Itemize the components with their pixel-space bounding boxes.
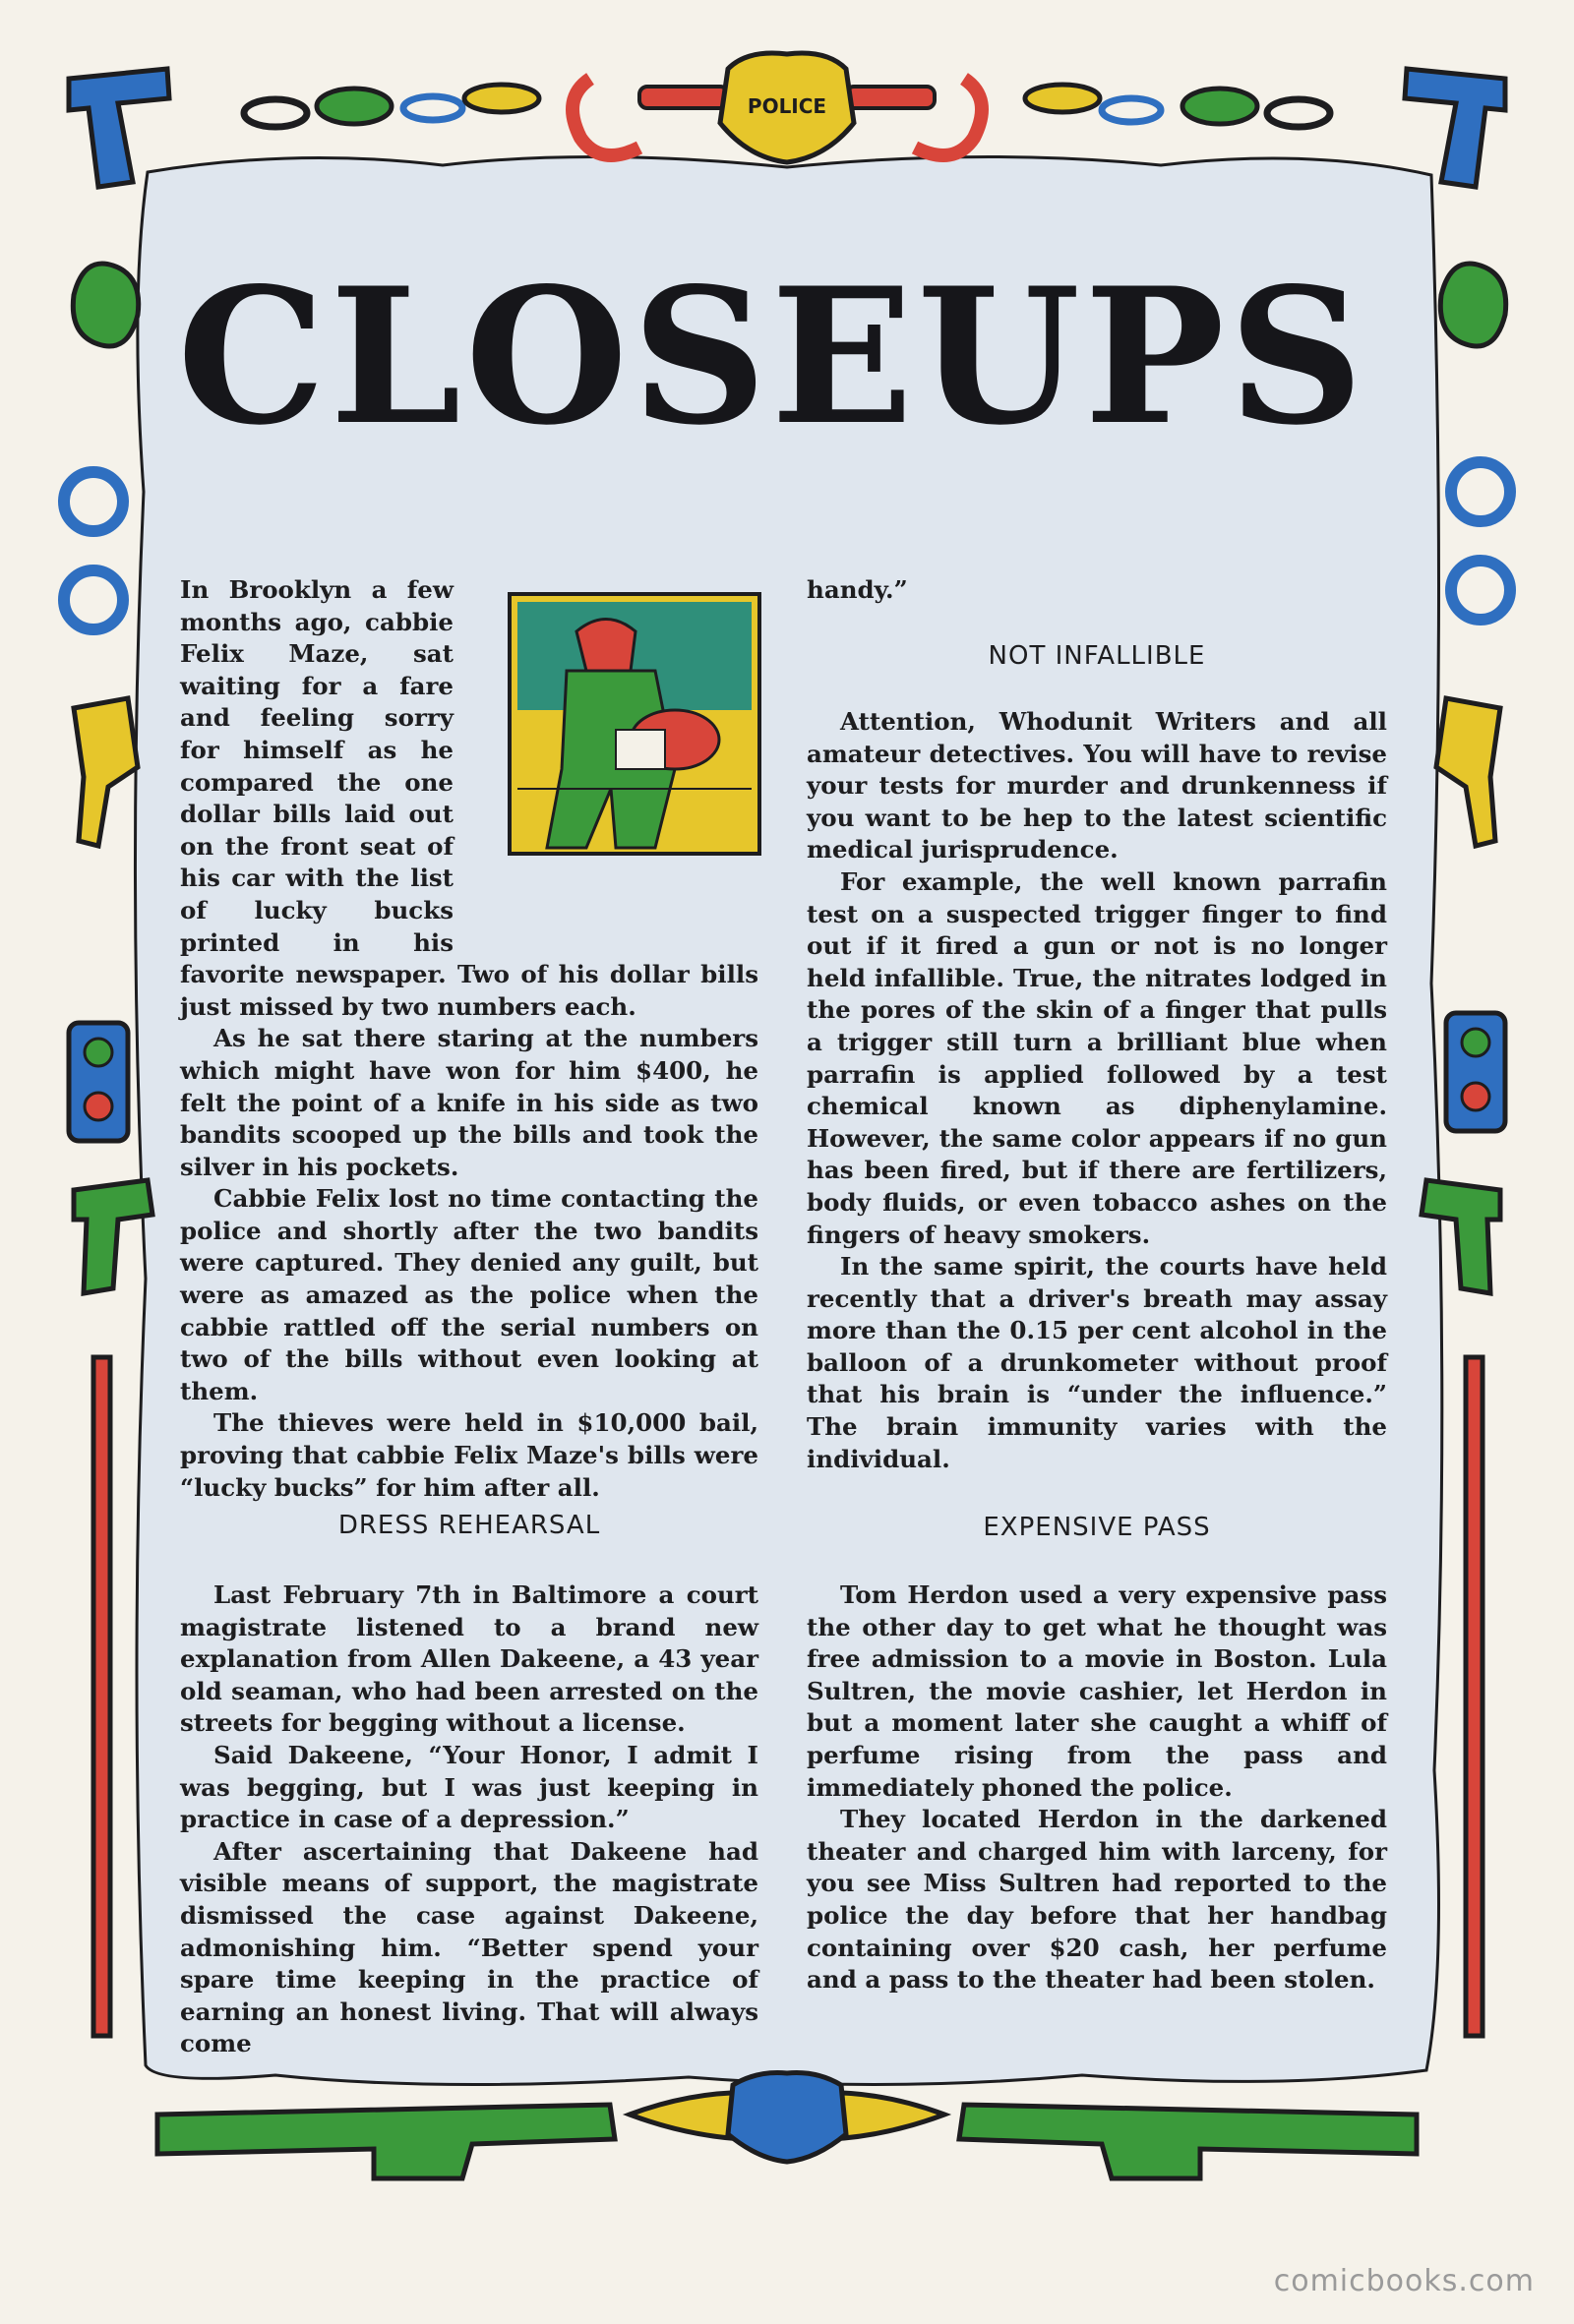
story-pass-p2: They located Herdon in the darkened theater and charged him with larceny, for you see Miss Sultren had reported to the police the day before that her handbag containing over $20 cash, her perfume and a pass to the theater had been stolen. [807, 1805, 1387, 1995]
story-infallible-p1: Attention, Whodunit Writers and all amateur detectives. You will have to revise your tests for murder and drunkenness if you want to be hep to the latest scientific medical jurisprudence. [807, 707, 1387, 864]
story-cabbie-p4: The thieves were held in $10,000 bail, proving that cabbie Felix Maze's bills were “lucky bucks” for him after all. [180, 1408, 758, 1502]
story-dress-p2: Said Dakeene, “Your Honor, I admit I was begging, but I was just keeping in practice in case of a depression.” [180, 1740, 758, 1834]
pistol-icon [1405, 69, 1505, 187]
key-icon [1436, 698, 1500, 846]
story-dress-p3: After ascertaining that Dakeene had visible means of support, the magistrate dismissed the case against Dakeene, admonishing him. “Better spend your spare time keeping in the practice of earning an honest living. That will always come [180, 1836, 758, 2058]
police-badge-icon [728, 2073, 846, 2163]
continuation-text: handy.” [807, 575, 908, 604]
story-cabbie-text [180, 574, 758, 1504]
heading-not-infallible: NOT INFALLIBLE [988, 641, 1206, 671]
story-infallible-p3: In the same spirit, the courts have held recently that a driver's breath may assay more than the 0.15 per cent alcohol in the balloon of a drunkometer without proof that his brain is “under the influence.” The brain immunity varies with the individual. [807, 1252, 1387, 1473]
revolver-icon [74, 1180, 152, 1293]
story-cabbie-p1 [180, 574, 758, 1023]
handcuffs-icon [64, 472, 123, 531]
story-dress-rehearsal-text [180, 1579, 758, 2060]
story-infallible-p2: For example, the well known parrafin test on a suspected trigger finger to find out if it fired a gun or not is no longer held infallible. True, the nitrates lodged in the pores of the skin of a finger that pulls a trigger still turn a brilliant blue when parrafin is applied followed by a test chemical known as diphenylamine. However, the same color appears if no gun has been fired, but if there are fertilizers, body fluids, or even tobacco ashes on the fingers of heavy smokers. [807, 866, 1387, 1249]
police-badge-icon [73, 264, 138, 346]
story-expensive-pass-text [807, 1579, 1387, 1996]
story-dress-p1: Last February 7th in Baltimore a court magistrate listened to a brand new explanation from Allen Dakeene, a 43 year old seaman, who had been arrested on the streets for begging without a license. [180, 1580, 758, 1738]
police-badge-icon [720, 53, 854, 162]
page-title: CLOSEUPS [176, 247, 1368, 466]
illustration-spacer [454, 574, 758, 938]
shotgun-icon [157, 2105, 615, 2178]
key-icon [74, 698, 138, 846]
rifle-icon [93, 1357, 110, 2036]
story-continuation [807, 574, 1387, 607]
story-cabbie-p1-text: In Brooklyn a few months ago, cabbie Felix Maze, sat waiting for a fare and feeling sorry for himself as he compared the one dollar bills laid out on the front seat of his car with the list of lucky bucks printed in his favorite newspaper. Two of his dollar bills just missed by two numbers each. [180, 575, 758, 1021]
heading-expensive-pass: EXPENSIVE PASS [983, 1513, 1211, 1542]
police-badge-icon [1440, 264, 1505, 346]
bottom-decorations [157, 2073, 1417, 2179]
story-not-infallible-text [807, 706, 1387, 1475]
story-cabbie-p2: As he sat there staring at the numbers which might have won for him $400, he felt the point of a knife in his side as two bandits scooped up the bills and took the silver in his pockets. [180, 1024, 758, 1181]
watermark: comicbooks.com [1273, 2264, 1535, 2298]
rifle-icon [1466, 1357, 1483, 2036]
heading-dress-rehearsal: DRESS REHEARSAL [337, 1511, 601, 1540]
pistol-icon [69, 69, 169, 187]
story-cabbie-p3: Cabbie Felix lost no time contacting the police and shortly after the two bandits were captured. They denied any guilt, but were as amazed as the police when the cabbie rattled off the serial numbers on two of the bills without even looking at them. [180, 1184, 758, 1405]
handcuffs-icon [1451, 462, 1510, 521]
shotgun-icon [959, 2105, 1417, 2178]
badge-label: POLICE [747, 94, 827, 118]
story-pass-p1: Tom Herdon used a very expensive pass the other day to get what he thought was free admission to a movie in Boston. Lula Sultren, the movie cashier, let Herdon in but a moment later she caught a whiff of perfume rising from the pass and immediately phoned the police. [807, 1580, 1387, 1802]
